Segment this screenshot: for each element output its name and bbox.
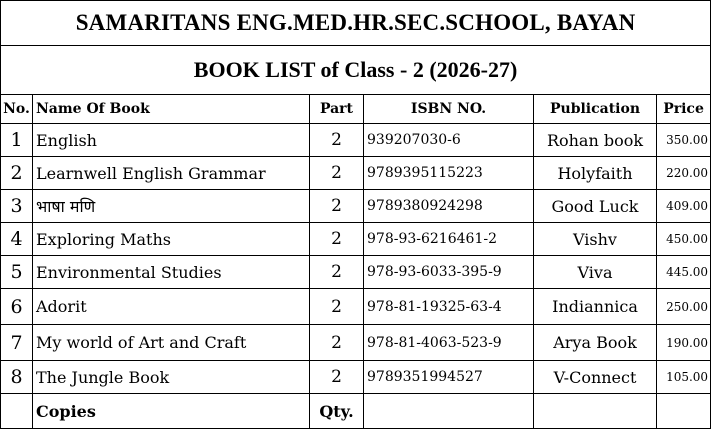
column-header-part: Part	[310, 95, 364, 124]
book-part: 2	[310, 289, 364, 325]
column-header-isbn: ISBN NO.	[364, 95, 534, 124]
book-no: 6	[1, 289, 33, 325]
column-header-price: Price	[657, 95, 711, 124]
book-isbn: 978-93-6216461-2	[364, 223, 534, 256]
book-price: 350.00	[657, 124, 711, 157]
book-no: 5	[1, 256, 33, 289]
book-price: 450.00	[657, 223, 711, 256]
column-header-publication: Publication	[534, 95, 657, 124]
book-part: 2	[310, 124, 364, 157]
book-publication: V-Connect	[534, 361, 657, 394]
book-isbn: 9789380924298	[364, 190, 534, 223]
book-part: 2	[310, 157, 364, 190]
book-no: 1	[1, 124, 33, 157]
book-name: My world of Art and Craft	[33, 325, 310, 361]
table-row	[1, 190, 711, 223]
book-price: 190.00	[657, 325, 711, 361]
book-publication: Holyfaith	[534, 157, 657, 190]
table-row	[1, 361, 711, 394]
book-isbn: 939207030-6	[364, 124, 534, 157]
book-part: 2	[310, 325, 364, 361]
book-isbn: 9789351994527	[364, 361, 534, 394]
book-isbn: 978-81-4063-523-9	[364, 325, 534, 361]
book-publication: Indiannica	[534, 289, 657, 325]
book-isbn: 978-93-6033-395-9	[364, 256, 534, 289]
book-name: Adorit	[33, 289, 310, 325]
column-header-name: Name Of Book	[33, 95, 310, 124]
table-row	[1, 157, 711, 190]
book-no: 8	[1, 361, 33, 394]
book-list-title: BOOK LIST of Class - 2 (2026-27)	[1, 46, 711, 95]
footer-publication-cell	[534, 394, 657, 429]
table-row	[1, 289, 711, 325]
book-publication: Viva	[534, 256, 657, 289]
book-no: 2	[1, 157, 33, 190]
book-name: Environmental Studies	[33, 256, 310, 289]
qty-label: Qty.	[310, 394, 364, 429]
column-header-no: No.	[1, 95, 33, 124]
book-name: English	[33, 124, 310, 157]
copies-label: Copies	[33, 394, 310, 429]
book-no: 3	[1, 190, 33, 223]
table-header-row	[1, 95, 711, 124]
book-price: 220.00	[657, 157, 711, 190]
book-price: 445.00	[657, 256, 711, 289]
book-price: 105.00	[657, 361, 711, 394]
book-name: भाषा मणि	[33, 190, 310, 223]
book-isbn: 9789395115223	[364, 157, 534, 190]
book-price: 409.00	[657, 190, 711, 223]
table-row	[1, 256, 711, 289]
book-part: 2	[310, 223, 364, 256]
table-row	[1, 325, 711, 361]
table-row	[1, 124, 711, 157]
footer-price-cell	[657, 394, 711, 429]
table-row	[1, 223, 711, 256]
book-isbn: 978-81-19325-63-4	[364, 289, 534, 325]
book-part: 2	[310, 361, 364, 394]
footer-isbn-cell	[364, 394, 534, 429]
book-publication: Arya Book	[534, 325, 657, 361]
book-publication: Good Luck	[534, 190, 657, 223]
book-part: 2	[310, 190, 364, 223]
book-no: 4	[1, 223, 33, 256]
school-name: SAMARITANS ENG.MED.HR.SEC.SCHOOL, BAYAN	[1, 1, 711, 46]
book-no: 7	[1, 325, 33, 361]
book-price: 250.00	[657, 289, 711, 325]
book-publication: Vishv	[534, 223, 657, 256]
book-name: Learnwell English Grammar	[33, 157, 310, 190]
book-publication: Rohan book	[534, 124, 657, 157]
book-part: 2	[310, 256, 364, 289]
footer-row	[1, 394, 711, 429]
footer-no-cell	[1, 394, 33, 429]
book-name: Exploring Maths	[33, 223, 310, 256]
book-name: The Jungle Book	[33, 361, 310, 394]
